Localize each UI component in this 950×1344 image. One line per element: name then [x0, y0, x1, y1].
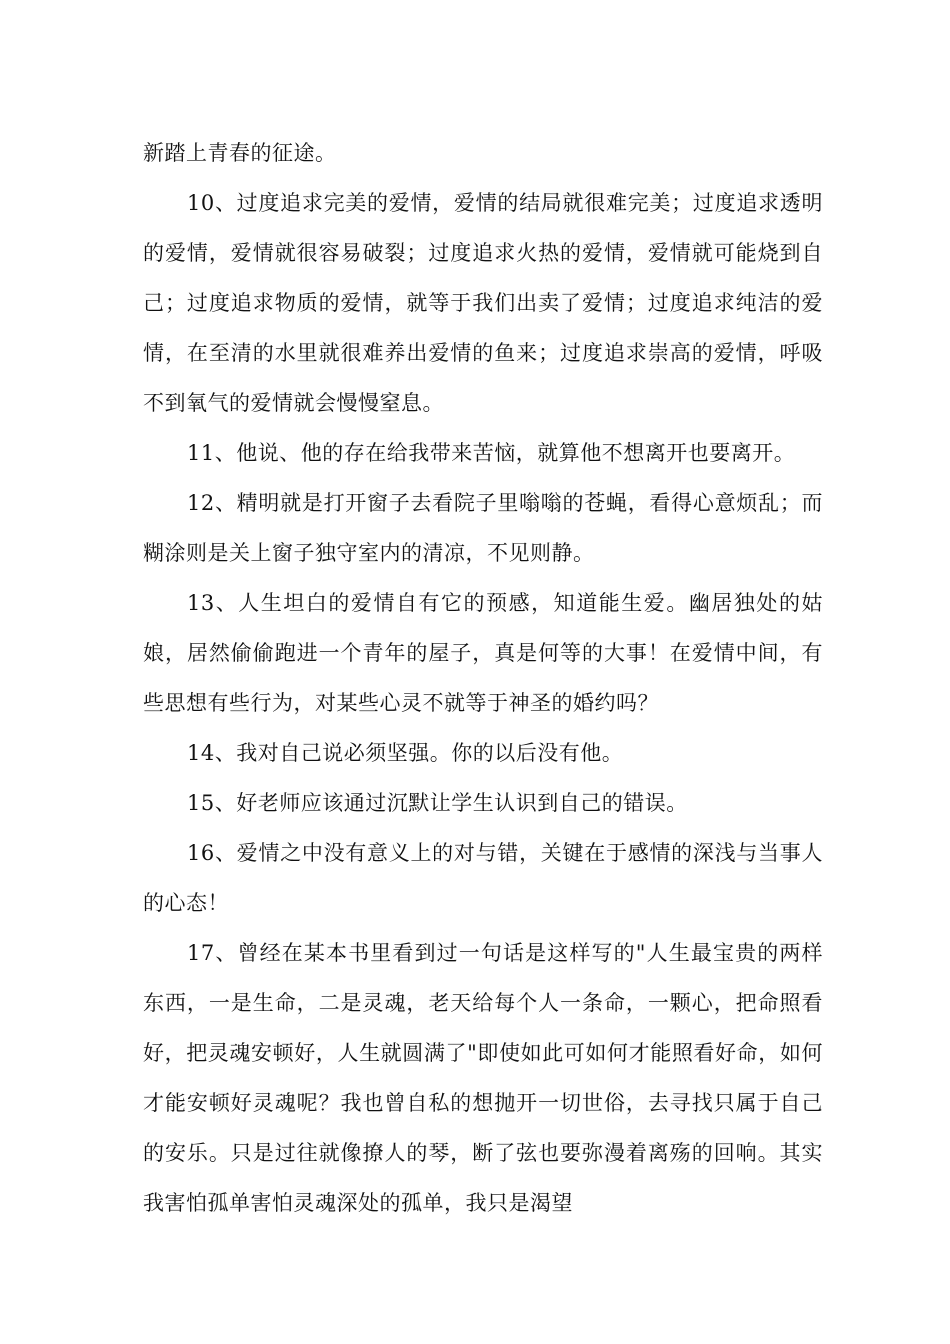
paragraph-continuation: 新踏上青春的征途。 — [143, 141, 337, 165]
paragraph-item-14: 14、我对自己说必须坚强。你的以后没有他。 — [187, 741, 624, 765]
document-body — [143, 128, 823, 1228]
paragraph-item-13: 13、人生坦白的爱情自有它的预感，知道能生爱。幽居独处的姑娘，居然偷偷跑进一个青年的屋子，真是何等的大事！在爱情中间，有些思想有些行为，对某些心灵不就等于神圣的婚约吗？ — [143, 591, 823, 715]
paragraph-item-17: 17、曾经在某本书里看到过一句话是这样写的"人生最宝贵的两样东西，一是生命，二是灵魂，老天给每个人一条命，一颗心，把命照看好，把灵魂安顿好，人生就圆满了"即使如此可如何才能照看好命，如何才能安顿好灵魂呢？我也曾自私的想抛开一切世俗，去寻找只属于自己的安乐。只是过往就像撩人的琴，断了弦也要弥漫着离殇的回响。其实我害怕孤单害怕灵魂深处的孤单，我只是渴望 — [143, 941, 823, 1215]
paragraph-item-16: 16、爱情之中没有意义上的对与错，关键在于感情的深浅与当事人的心态！ — [143, 841, 823, 915]
paragraph-item-12: 12、精明就是打开窗子去看院子里嗡嗡的苍蝇，看得心意烦乱；而糊涂则是关上窗子独守室内的清凉，不见则静。 — [143, 491, 823, 565]
paragraph-item-15: 15、好老师应该通过沉默让学生认识到自己的错误。 — [187, 791, 688, 815]
paragraph-item-10: 10、过度追求完美的爱情，爱情的结局就很难完美；过度追求透明的爱情，爱情就很容易破裂；过度追求火热的爱情，爱情就可能烧到自己；过度追求物质的爱情，就等于我们出卖了爱情；过度追求纯洁的爱情，在至清的水里就很难养出爱情的鱼来；过度追求崇高的爱情，呼吸不到氧气的爱情就会慢慢窒息。 — [143, 191, 823, 415]
paragraph-item-11: 11、他说、他的存在给我带来苦恼，就算他不想离开也要离开。 — [187, 441, 796, 465]
